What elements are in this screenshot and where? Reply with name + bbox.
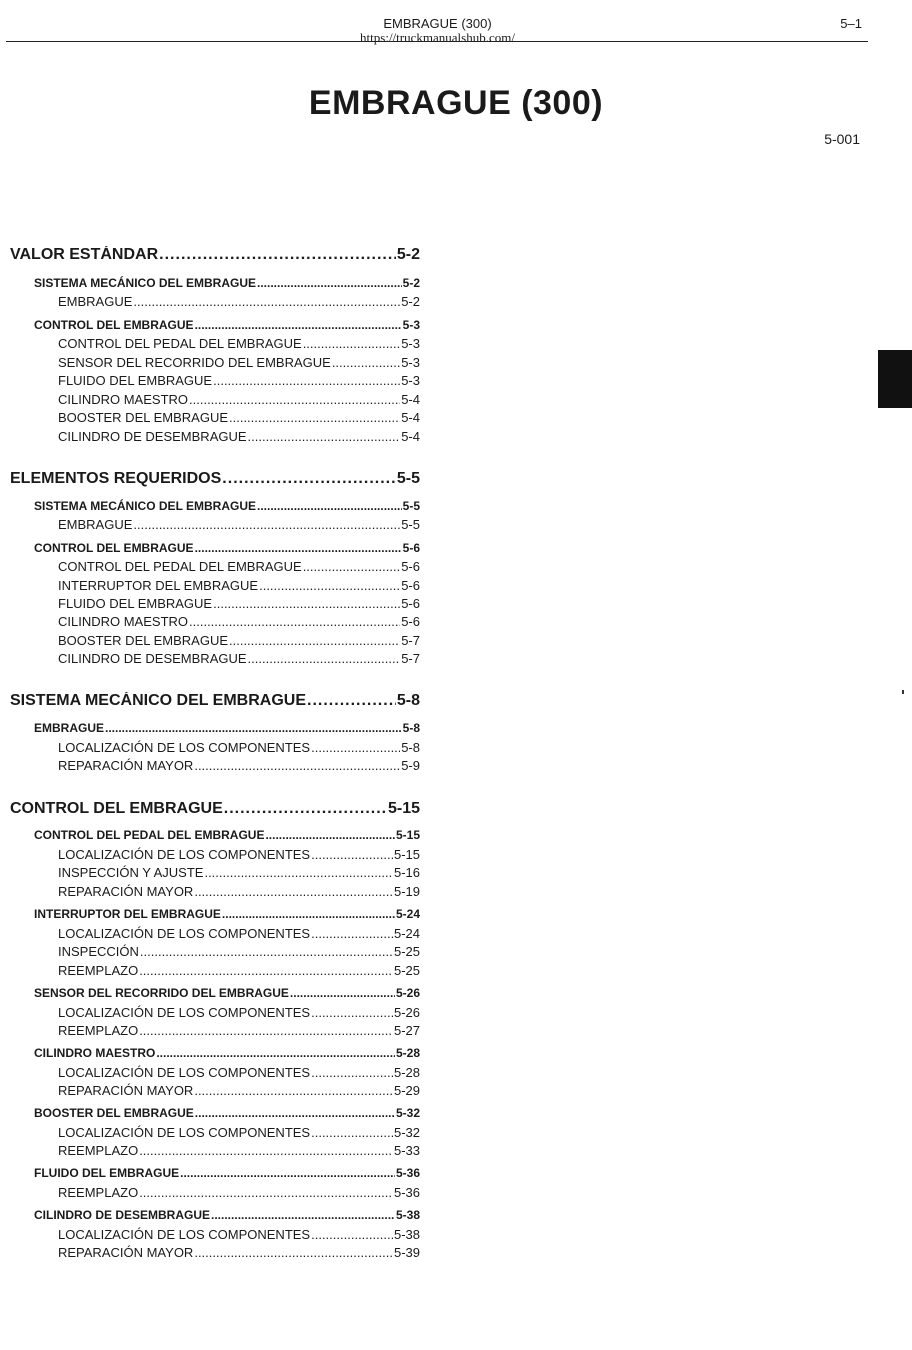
toc-subsection[interactable] (34, 1208, 420, 1222)
toc-label: CILINDRO DE DESEMBRAGUE (58, 651, 247, 666)
toc-leader-dots (311, 847, 393, 862)
section-tab-marker (878, 350, 912, 408)
toc-page-number: 5-3 (402, 318, 420, 332)
toc-page-number: 5-25 (393, 944, 420, 959)
toc-leader-dots (139, 1023, 393, 1038)
toc-label: CONTROL DEL PEDAL DEL EMBRAGUE (58, 559, 302, 574)
toc-label: BOOSTER DEL EMBRAGUE (34, 1106, 194, 1120)
toc-leader-dots (307, 692, 396, 710)
toc-page-number: 5-15 (395, 828, 420, 842)
toc-entry[interactable] (58, 1143, 420, 1158)
toc-leader-dots (311, 740, 400, 755)
toc-label: REEMPLAZO (58, 1185, 139, 1200)
toc-label: SISTEMA MECÁNICO DEL EMBRAGUE (34, 499, 257, 513)
toc-page-number: 5-15 (387, 800, 420, 817)
toc-label: EMBRAGUE (58, 294, 133, 309)
toc-label: ELEMENTOS REQUERIDOS (10, 470, 222, 487)
toc-subsection[interactable] (34, 721, 420, 735)
toc-leader-dots (159, 246, 396, 264)
toc-label: LOCALIZACIÓN DE LOS COMPONENTES (58, 1005, 311, 1020)
toc-page-number: 5-3 (401, 355, 420, 370)
toc-label: INTERRUPTOR DEL EMBRAGUE (34, 907, 221, 921)
toc-leader-dots (311, 1065, 393, 1080)
toc-label: BOOSTER DEL EMBRAGUE (58, 633, 228, 648)
toc-leader-dots (222, 907, 395, 921)
toc-page-number: 5-8 (396, 692, 420, 709)
toc-page-number: 5-9 (401, 758, 420, 773)
toc-leader-dots (139, 1185, 393, 1200)
toc-label: CONTROL DEL EMBRAGUE (34, 318, 194, 332)
toc-entry[interactable] (58, 1083, 420, 1098)
toc-subsection[interactable] (34, 1106, 420, 1120)
toc-entry[interactable] (58, 633, 420, 648)
toc-entry[interactable] (58, 355, 420, 370)
toc-leader-dots (105, 721, 402, 735)
toc-section[interactable] (10, 470, 420, 488)
toc-leader-dots (290, 986, 395, 1000)
toc-label: LOCALIZACIÓN DE LOS COMPONENTES (58, 1125, 311, 1140)
toc-entry[interactable] (58, 578, 420, 593)
toc-page-number: 5-4 (401, 392, 420, 407)
toc-subsection[interactable] (34, 907, 420, 921)
watermark-url: https://truckmanualshub.com/ (360, 30, 515, 45)
toc-section[interactable] (10, 246, 420, 264)
toc-page-number: 5-8 (402, 721, 420, 735)
toc-entry[interactable] (58, 410, 420, 425)
toc-entry[interactable] (58, 1065, 420, 1080)
toc-label: CILINDRO MAESTRO (34, 1046, 156, 1060)
toc-leader-dots (139, 963, 393, 978)
toc-page-number: 5-2 (396, 246, 420, 263)
toc-page-number: 5-7 (401, 651, 420, 666)
toc-subsection[interactable] (34, 541, 420, 555)
toc-entry[interactable] (58, 614, 420, 629)
toc-page-number: 5-6 (402, 541, 420, 555)
toc-label: CILINDRO MAESTRO (58, 392, 189, 407)
toc-leader-dots (133, 517, 400, 532)
toc-page-number: 5-5 (396, 470, 420, 487)
toc-entry[interactable] (58, 740, 420, 755)
toc-page-number: 5-6 (401, 578, 420, 593)
toc-leader-dots (180, 1166, 395, 1180)
toc-label: CILINDRO DE DESEMBRAGUE (34, 1208, 211, 1222)
toc-entry[interactable] (58, 884, 420, 899)
toc-leader-dots (140, 944, 393, 959)
toc-label: EMBRAGUE (58, 517, 133, 532)
toc-page-number: 5-16 (393, 865, 420, 880)
toc-label: REEMPLAZO (58, 963, 139, 978)
toc-leader-dots (311, 1125, 393, 1140)
chapter-title: EMBRAGUE (300) (308, 84, 604, 122)
toc-leader-dots (311, 926, 393, 941)
toc-page-number: 5-33 (393, 1143, 420, 1158)
toc-label: CONTROL DEL PEDAL DEL EMBRAGUE (34, 828, 265, 842)
toc-page-number: 5-36 (393, 1185, 420, 1200)
toc-page-number: 5-4 (401, 429, 420, 444)
toc-subsection[interactable] (34, 499, 420, 513)
toc-leader-dots (195, 541, 402, 555)
toc-label: LOCALIZACIÓN DE LOS COMPONENTES (58, 740, 311, 755)
toc-label: REPARACIÓN MAYOR (58, 1083, 194, 1098)
toc-subsection[interactable] (34, 1046, 420, 1060)
toc-entry[interactable] (58, 429, 420, 444)
toc-page-number: 5-5 (401, 517, 420, 532)
toc-entry[interactable] (58, 294, 420, 309)
toc-page-number: 5-26 (393, 1005, 420, 1020)
toc-page-number: 5-24 (393, 926, 420, 941)
toc-label: REEMPLAZO (58, 1143, 139, 1158)
toc-section[interactable] (10, 800, 420, 818)
toc-leader-dots (311, 1005, 393, 1020)
toc-entry[interactable] (58, 1125, 420, 1140)
toc-entry[interactable] (58, 596, 420, 611)
toc-label: SENSOR DEL RECORRIDO DEL EMBRAGUE (58, 355, 331, 370)
toc-leader-dots (204, 865, 393, 880)
toc-leader-dots (139, 1143, 393, 1158)
toc-leader-dots (156, 1046, 395, 1060)
toc-leader-dots (222, 470, 396, 488)
toc-label: BOOSTER DEL EMBRAGUE (58, 410, 228, 425)
toc-label: REPARACIÓN MAYOR (58, 758, 194, 773)
toc-label: LOCALIZACIÓN DE LOS COMPONENTES (58, 1065, 311, 1080)
toc-entry[interactable] (58, 1227, 420, 1242)
toc-entry[interactable] (58, 651, 420, 666)
toc-leader-dots (194, 884, 393, 899)
toc-leader-dots (265, 828, 395, 842)
toc-label: CILINDRO MAESTRO (58, 614, 189, 629)
toc-entry[interactable] (58, 1185, 420, 1200)
toc-section[interactable] (10, 692, 420, 710)
toc-page-number: 5-3 (401, 373, 420, 388)
toc-page-number: 5-6 (401, 596, 420, 611)
toc-leader-dots (194, 1245, 393, 1260)
toc-label: EMBRAGUE (34, 721, 105, 735)
running-header-title: EMBRAGUE (300) (383, 16, 492, 31)
toc-leader-dots (213, 373, 400, 388)
toc-subsection[interactable] (34, 276, 420, 290)
header-rule (6, 41, 868, 42)
toc-page-number: 5-8 (401, 740, 420, 755)
toc-leader-dots (303, 336, 401, 351)
toc-subsection[interactable] (34, 986, 420, 1000)
toc-page-number: 5-24 (395, 907, 420, 921)
toc-leader-dots (229, 410, 400, 425)
toc-entry[interactable] (58, 847, 420, 862)
toc-page-number: 5-4 (401, 410, 420, 425)
toc-entry[interactable] (58, 336, 420, 351)
toc-label: INSPECCIÓN Y AJUSTE (58, 865, 204, 880)
toc-label: CONTROL DEL PEDAL DEL EMBRAGUE (58, 336, 302, 351)
toc-label: SISTEMA MECÁNICO DEL EMBRAGUE (34, 276, 257, 290)
toc-leader-dots (194, 758, 400, 773)
toc-leader-dots (248, 429, 401, 444)
toc-page-number: 5-27 (393, 1023, 420, 1038)
toc-label: FLUIDO DEL EMBRAGUE (34, 1166, 180, 1180)
toc-label: CONTROL DEL EMBRAGUE (34, 541, 194, 555)
toc-label: CONTROL DEL EMBRAGUE (10, 800, 223, 817)
toc-subsection[interactable] (34, 1166, 420, 1180)
toc-entry[interactable] (58, 1245, 420, 1260)
toc-page-number: 5-25 (393, 963, 420, 978)
toc-entry[interactable] (58, 963, 420, 978)
toc-page-number: 5-19 (393, 884, 420, 899)
toc-page-number: 5-26 (395, 986, 420, 1000)
toc-page-number: 5-38 (395, 1208, 420, 1222)
toc-leader-dots (332, 355, 400, 370)
toc-leader-dots (189, 392, 400, 407)
toc-leader-dots (213, 596, 400, 611)
toc-label: SENSOR DEL RECORRIDO DEL EMBRAGUE (34, 986, 289, 1000)
toc-leader-dots (303, 559, 401, 574)
toc-label: FLUIDO DEL EMBRAGUE (58, 373, 213, 388)
toc-entry[interactable] (58, 944, 420, 959)
toc-entry[interactable] (58, 559, 420, 574)
toc-leader-dots (259, 578, 400, 593)
toc-subsection[interactable] (34, 828, 420, 842)
toc-leader-dots (257, 276, 402, 290)
toc-entry[interactable] (58, 392, 420, 407)
page-number: 5–1 (840, 16, 862, 31)
toc-entry[interactable] (58, 373, 420, 388)
toc-page-number: 5-39 (393, 1245, 420, 1260)
toc-page-number: 5-6 (401, 559, 420, 574)
toc-label: FLUIDO DEL EMBRAGUE (58, 596, 213, 611)
toc-leader-dots (194, 1083, 393, 1098)
toc-page-number: 5-2 (401, 294, 420, 309)
toc-entry[interactable] (58, 1023, 420, 1038)
toc-label: INTERRUPTOR DEL EMBRAGUE (58, 578, 259, 593)
toc-entry[interactable] (58, 865, 420, 880)
toc-label: REPARACIÓN MAYOR (58, 884, 194, 899)
toc-label: CILINDRO DE DESEMBRAGUE (58, 429, 247, 444)
toc-label: LOCALIZACIÓN DE LOS COMPONENTES (58, 1227, 311, 1242)
toc-leader-dots (311, 1227, 393, 1242)
toc-page-number: 5-28 (395, 1046, 420, 1060)
toc-label: LOCALIZACIÓN DE LOS COMPONENTES (58, 847, 311, 862)
toc-page-number: 5-3 (401, 336, 420, 351)
toc-page-number: 5-38 (393, 1227, 420, 1242)
toc-leader-dots (211, 1208, 395, 1222)
toc-subsection[interactable] (34, 318, 420, 332)
toc-entry[interactable] (58, 1005, 420, 1020)
toc-entry[interactable] (58, 926, 420, 941)
toc-leader-dots (195, 318, 402, 332)
toc-page-number: 5-2 (402, 276, 420, 290)
scan-speck (902, 690, 904, 694)
toc-label: REEMPLAZO (58, 1023, 139, 1038)
toc-entry[interactable] (58, 758, 420, 773)
toc-leader-dots (133, 294, 400, 309)
toc-label: VALOR ESTÁNDAR (10, 246, 159, 263)
document-code: 5-001 (824, 131, 860, 147)
toc-page-number: 5-29 (393, 1083, 420, 1098)
toc-page-number: 5-32 (395, 1106, 420, 1120)
toc-page-number: 5-28 (393, 1065, 420, 1080)
toc-leader-dots (195, 1106, 395, 1120)
toc-label: REPARACIÓN MAYOR (58, 1245, 194, 1260)
toc-page-number: 5-6 (401, 614, 420, 629)
toc-leader-dots (229, 633, 400, 648)
toc-leader-dots (189, 614, 400, 629)
toc-leader-dots (248, 651, 401, 666)
toc-label: SISTEMA MECÁNICO DEL EMBRAGUE (10, 692, 307, 709)
toc-leader-dots (224, 800, 387, 818)
toc-label: LOCALIZACIÓN DE LOS COMPONENTES (58, 926, 311, 941)
toc-page-number: 5-5 (402, 499, 420, 513)
toc-page-number: 5-36 (395, 1166, 420, 1180)
toc-label: INSPECCIÓN (58, 944, 139, 959)
toc-page-number: 5-7 (401, 633, 420, 648)
toc-entry[interactable] (58, 517, 420, 532)
toc-page-number: 5-15 (393, 847, 420, 862)
toc-leader-dots (257, 499, 402, 513)
toc-page-number: 5-32 (393, 1125, 420, 1140)
